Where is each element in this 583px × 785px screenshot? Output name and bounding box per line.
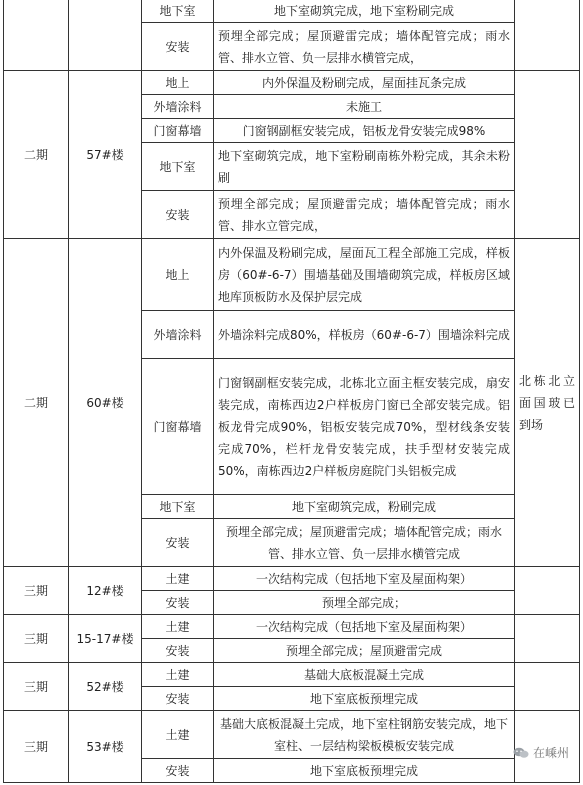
building-cell: 12#楼: [69, 567, 142, 615]
building-cell: 57#楼: [69, 71, 142, 239]
detail-cell: 地下室砌筑完成，粉刷完成: [214, 495, 515, 519]
detail-cell: 地下室砌筑完成，地下室粉刷南栋外粉完成，其余未粉刷: [214, 143, 515, 191]
detail-cell: 外墙涂料完成80%，样板房（60#-6-7）围墙涂料完成: [214, 311, 515, 359]
phase-cell: 三期: [4, 663, 69, 711]
building-cell: 53#楼: [69, 711, 142, 783]
phase-cell: 三期: [4, 615, 69, 663]
detail-cell: 基础大底板混凝土完成，地下室柱钢筋安装完成，地下室柱、一层结构梁板模板安装完成: [214, 711, 515, 759]
detail-cell: 未施工: [214, 95, 515, 119]
section-cell: 外墙涂料: [142, 311, 214, 359]
building-cell: 52#楼: [69, 663, 142, 711]
section-cell: 土建: [142, 567, 214, 591]
section-cell: 外墙涂料: [142, 95, 214, 119]
watermark: [513, 744, 569, 761]
detail-cell: 地下室砌筑完成，地下室粉刷完成: [214, 0, 515, 23]
section-cell: 地下室: [142, 0, 214, 23]
section-cell: 地下室: [142, 143, 214, 191]
section-cell: 门窗幕墙: [142, 119, 214, 143]
section-cell: 安装: [142, 23, 214, 71]
building-cell: 60#楼: [69, 239, 142, 567]
section-cell: 门窗幕墙: [142, 359, 214, 495]
detail-cell: 地下室底板预埋完成: [214, 687, 515, 711]
building-cell: [69, 0, 142, 71]
detail-cell: 预埋全部完成；屋顶避雷完成: [214, 639, 515, 663]
section-cell: 安装: [142, 687, 214, 711]
detail-cell: 预埋全部完成；屋顶避雷完成；墙体配管完成；雨水管、排水立管、负一层排水横管完成: [214, 519, 515, 567]
detail-cell: 预埋全部完成；: [214, 591, 515, 615]
phase-cell: 三期: [4, 567, 69, 615]
detail-cell: 门窗钢副框安装完成，铝板龙骨安装完成98%: [214, 119, 515, 143]
phase-cell: 二期: [4, 71, 69, 239]
section-cell: 安装: [142, 591, 214, 615]
detail-cell: 内外保温及粉刷完成，屋面挂瓦条完成: [214, 71, 515, 95]
detail-cell: 一次结构完成（包括地下室及屋面构架）: [214, 567, 515, 591]
section-cell: 安装: [142, 639, 214, 663]
phase-cell: 二期: [4, 239, 69, 567]
table-row: [4, 0, 580, 23]
table-row: [4, 663, 580, 687]
section-cell: 安装: [142, 519, 214, 567]
table-row: [4, 615, 580, 639]
section-cell: 土建: [142, 615, 214, 639]
detail-cell: 门窗钢副框安装完成，北栋北立面主框安装完成，扇安装完成，南栋西边2户样板房门窗已全部安装完成。铝板龙骨完成90%，铝板安装完成70%，型材线条安装完成70%，栏杆龙骨安装完成，扶手型材安装完成50%，南栋西边2户样板房庭院门头铝板完成: [214, 359, 515, 495]
note-cell: [515, 615, 580, 663]
section-cell: 地上: [142, 71, 214, 95]
watermark-text: 在嵊州: [532, 746, 569, 760]
section-cell: 地下室: [142, 495, 214, 519]
phase-cell: 三期: [4, 711, 69, 783]
note-cell: 北栋北立面国玻已到场: [515, 239, 580, 567]
detail-cell: 基础大底板混凝土完成: [214, 663, 515, 687]
section-cell: 土建: [142, 663, 214, 687]
section-cell: 土建: [142, 711, 214, 759]
table-row: [4, 711, 580, 759]
table-row: [4, 567, 580, 591]
note-cell: [515, 663, 580, 711]
detail-cell: 预埋全部完成；屋顶避雷完成；墙体配管完成；雨水管、排水立管、负一层排水横管完成，: [214, 23, 515, 71]
detail-cell: 地下室底板预埋完成: [214, 759, 515, 783]
detail-cell: 预埋全部完成；屋顶避雷完成；墙体配管完成；雨水管、排水立管完成，: [214, 191, 515, 239]
note-cell: [515, 0, 580, 71]
phase-cell: [4, 0, 69, 71]
building-cell: 15-17#楼: [69, 615, 142, 663]
note-cell: [515, 71, 580, 239]
note-cell: [515, 567, 580, 615]
wechat-icon: [513, 747, 529, 759]
detail-cell: 一次结构完成（包括地下室及屋面构架）: [214, 615, 515, 639]
section-cell: 安装: [142, 191, 214, 239]
table-row: [4, 71, 580, 95]
section-cell: 安装: [142, 759, 214, 783]
detail-cell: 内外保温及粉刷完成，屋面瓦工程全部施工完成，样板房（60#-6-7）围墙基础及围墙砌筑完成，样板房区域地库顶板防水及保护层完成: [214, 239, 515, 311]
table-row: [4, 239, 580, 311]
progress-table: [3, 0, 580, 783]
section-cell: 地上: [142, 239, 214, 311]
